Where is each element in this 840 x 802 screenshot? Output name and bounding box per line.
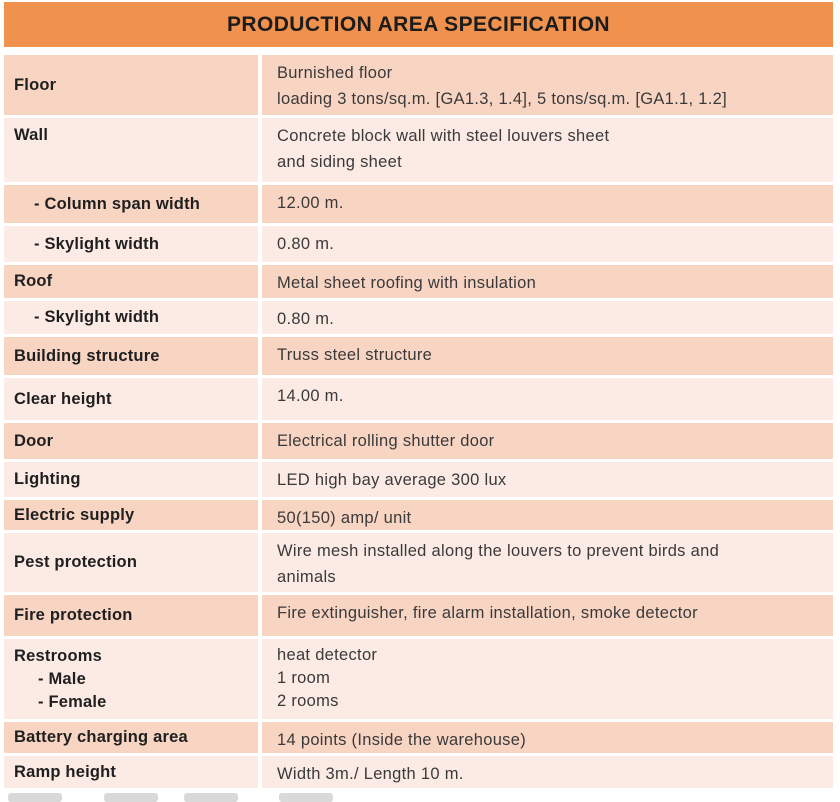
row-label: Pest protection [14, 553, 138, 571]
row-value-cell [262, 462, 833, 497]
row-value-line: 0.80 m. [277, 310, 335, 328]
table-title-bar [4, 2, 833, 47]
row-label: Wall [14, 126, 49, 144]
row-value-cell [262, 226, 833, 262]
table-row-pest-protection [4, 533, 833, 592]
row-value-line: Truss steel structure [277, 346, 433, 364]
row-label-cell [4, 533, 258, 592]
row-label: Ramp height [14, 762, 117, 781]
row-value-line: 2 rooms [277, 692, 339, 710]
row-value-cell [262, 595, 833, 636]
row-label-cell [4, 337, 258, 375]
row-label-cell [4, 722, 258, 753]
row-label-cell [4, 500, 258, 530]
table-row-wall [4, 118, 833, 182]
row-label-cell [4, 595, 258, 636]
row-value-line: Fire extinguisher, fire alarm installation, smoke detector [277, 604, 698, 622]
row-value-line: 12.00 m. [277, 194, 344, 212]
row-value-line: heat detector [277, 646, 378, 664]
page-title: PRODUCTION AREA SPECIFICATION [227, 12, 610, 36]
table-row-roof [4, 265, 833, 298]
row-label-cell [4, 118, 258, 182]
row-value-line: 0.80 m. [277, 235, 335, 253]
row-label: Door [14, 431, 54, 450]
table-row-skylight-width [4, 226, 833, 262]
row-value-cell [262, 722, 833, 753]
row-label-cell [4, 185, 258, 223]
row-value-line: and siding sheet [277, 153, 402, 171]
row-value-cell [262, 55, 833, 115]
table-row-floor [4, 55, 833, 115]
row-value-line: loading 3 tons/sq.m. [GA1.3, 1.4], 5 tons/sq.m. [GA1.1, 1.2] [277, 90, 727, 108]
row-value-line: Width 3m./ Length 10 m. [277, 765, 464, 783]
row-label-cell [4, 226, 258, 262]
row-label-cell [4, 756, 258, 788]
row-value-cell [262, 301, 833, 334]
row-value-line: Electrical rolling shutter door [277, 432, 495, 450]
table-row-clear-height [4, 378, 833, 420]
table-row-ramp-height [4, 756, 833, 788]
row-value-line: 1 room [277, 669, 331, 687]
row-label-cell [4, 55, 258, 115]
row-value-cell [262, 185, 833, 223]
row-label: Clear height [14, 389, 112, 408]
table-row-column-span-width [4, 185, 833, 223]
row-label-cell [4, 462, 258, 497]
table-row-lighting [4, 462, 833, 497]
row-value-cell [262, 533, 833, 592]
row-value-cell [262, 337, 833, 375]
row-label: Fire protection [14, 606, 133, 624]
row-label: Electric supply [14, 505, 135, 524]
table-row-fire-protection [4, 595, 833, 636]
row-value-line: 50(150) amp/ unit [277, 509, 412, 527]
row-label: - Column span width [34, 194, 201, 213]
row-label: - Skylight width [34, 234, 160, 253]
row-value-line: Wire mesh installed along the louvers to prevent birds and [277, 542, 720, 560]
row-value-line: Metal sheet roofing with insulation [277, 274, 537, 292]
row-label: Roof [14, 272, 53, 290]
row-value-cell [262, 423, 833, 459]
row-label-cell [4, 301, 258, 334]
row-label: - Skylight width [34, 308, 160, 326]
row-value-line: animals [277, 568, 336, 586]
row-value-line: 14 points (Inside the warehouse) [277, 731, 526, 749]
production-area-specification-sheet [4, 0, 833, 791]
row-label-cell [4, 639, 258, 719]
row-label-cell [4, 378, 258, 420]
row-value-line: LED high bay average 300 lux [277, 471, 507, 489]
table-row-building-structure [4, 337, 833, 375]
row-value-cell [262, 118, 833, 182]
page-top-margin [0, 0, 155, 2]
row-value-cell [262, 756, 833, 788]
row-label: Lighting [14, 470, 81, 488]
row-label-cell [4, 265, 258, 298]
table-row-battery-charging-area [4, 722, 833, 753]
row-value-line: Concrete block wall with steel louvers sheet [277, 127, 610, 145]
row-value-cell [262, 378, 833, 420]
row-label: Restrooms [14, 647, 102, 665]
table-row-door [4, 423, 833, 459]
row-label-cell [4, 423, 258, 459]
row-label: Building structure [14, 346, 160, 365]
table-row-roof-skylight-width [4, 301, 833, 334]
row-sub-label-male: - Male [38, 670, 86, 688]
row-sub-label-female: - Female [38, 693, 107, 711]
row-value-line: 14.00 m. [277, 387, 344, 405]
row-value-cell [262, 265, 833, 298]
table-row-electric-supply [4, 500, 833, 530]
row-label: Battery charging area [14, 728, 188, 746]
spec-table [4, 55, 833, 788]
row-value-cell [262, 639, 833, 719]
row-value-cell [262, 500, 833, 530]
row-value-line: Burnished floor [277, 64, 393, 82]
table-row-restrooms [4, 639, 833, 719]
row-label: Floor [14, 75, 57, 94]
